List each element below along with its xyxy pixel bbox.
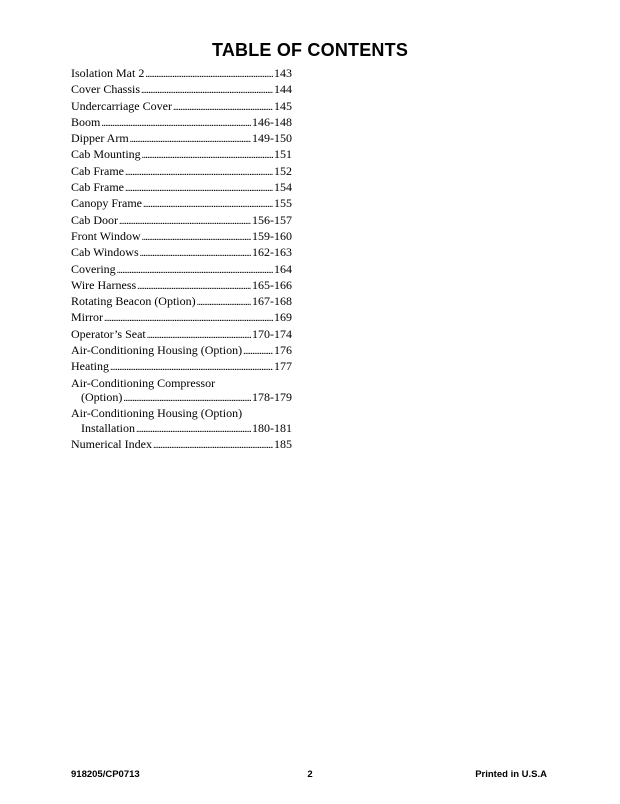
toc-entry-page: 143 [274, 66, 292, 80]
toc-entry-page: 149-150 [252, 131, 292, 146]
toc-entry[interactable] [71, 164, 292, 180]
toc-entry-page: 177 [274, 359, 292, 374]
toc-entry-page: 185 [274, 436, 292, 451]
dot-leader [125, 180, 273, 196]
toc-entry-label: Front Window [71, 228, 141, 243]
dot-leader [104, 310, 273, 326]
toc-entry-page: 164 [274, 261, 292, 276]
toc-entry-label: Dipper Arm [71, 131, 129, 146]
toc-entry[interactable] [71, 82, 292, 98]
toc-entry-continuation[interactable] [71, 390, 292, 406]
toc-entry-label: Operator’s Seat [71, 326, 146, 341]
toc-entry[interactable] [71, 213, 292, 229]
toc-entry-label: Mirror [71, 310, 103, 325]
toc-entry-page: 145 [274, 98, 292, 113]
toc-entry-label: Canopy Frame [71, 196, 142, 211]
toc-entry-label-continued: Installation [81, 420, 135, 435]
toc-entry-heading[interactable] [71, 376, 292, 390]
dot-leader [117, 262, 273, 278]
toc-entry[interactable] [71, 66, 292, 82]
dot-leader [101, 115, 251, 131]
toc-entry-page: 159-160 [252, 228, 292, 243]
toc-entry-label-continued: (Option) [81, 389, 123, 404]
document-number: 918205/CP0713 [71, 769, 140, 780]
toc-entry[interactable] [71, 180, 292, 196]
dot-leader [119, 213, 251, 229]
dot-leader [145, 66, 273, 82]
toc-entry-page: 151 [274, 147, 292, 162]
toc-entry-label: Heating [71, 359, 109, 374]
toc-entry[interactable] [71, 229, 292, 245]
table-of-contents [71, 66, 292, 453]
toc-entry[interactable] [71, 327, 292, 343]
toc-entry-label: Undercarriage Cover [71, 98, 172, 113]
toc-entry[interactable] [71, 196, 292, 212]
toc-entry[interactable] [71, 359, 292, 375]
toc-entry-page: 152 [274, 163, 292, 178]
toc-entry[interactable] [71, 343, 292, 359]
dot-leader [136, 421, 251, 437]
toc-entry-page: 180-181 [252, 420, 292, 435]
toc-entry-label: Cab Frame [71, 163, 124, 178]
dot-leader [143, 196, 273, 212]
dot-leader [243, 343, 273, 359]
toc-entry-label: Cover Chassis [71, 82, 140, 97]
toc-entry-label: Isolation Mat 2 [71, 66, 145, 80]
toc-entry-page: 154 [274, 180, 292, 195]
toc-entry[interactable] [71, 278, 292, 294]
toc-entry-page: 169 [274, 310, 292, 325]
toc-entry[interactable] [71, 131, 292, 147]
toc-entry-page: 165-166 [252, 277, 292, 292]
dot-leader [173, 99, 273, 115]
dot-leader [130, 131, 251, 147]
toc-entry[interactable] [71, 99, 292, 115]
toc-entry-continuation[interactable] [71, 421, 292, 437]
toc-entry[interactable] [71, 147, 292, 163]
dot-leader [110, 359, 273, 375]
dot-leader [197, 294, 251, 310]
toc-entry-page: 178-179 [252, 389, 292, 404]
toc-entry[interactable] [71, 115, 292, 131]
toc-entry-label: Cab Mounting [71, 147, 141, 162]
toc-entry-page: 162-163 [252, 245, 292, 260]
toc-entry-page: 176 [274, 343, 292, 358]
printed-in-note: Printed in U.S.A [475, 769, 547, 780]
dot-leader [142, 229, 251, 245]
toc-entry-page: 144 [274, 82, 292, 97]
dot-leader [140, 245, 251, 261]
toc-entry-page: 155 [274, 196, 292, 211]
toc-entry-page: 167-168 [252, 294, 292, 309]
toc-entry-label: Cab Frame [71, 180, 124, 195]
dot-leader [147, 327, 251, 343]
toc-entry-label: Air-Conditioning Compressor [71, 375, 216, 390]
dot-leader [141, 82, 273, 98]
toc-entry-page: 146-148 [252, 114, 292, 129]
dot-leader [123, 390, 251, 406]
toc-entry-page: 170-174 [252, 326, 292, 341]
toc-entry-heading[interactable] [71, 406, 292, 420]
toc-entry-label: Air-Conditioning Housing (Option) [71, 343, 243, 358]
toc-entry-label: Boom [71, 114, 101, 129]
toc-entry-label: Covering [71, 261, 116, 276]
dot-leader [137, 278, 251, 294]
dot-leader [153, 437, 273, 453]
dot-leader [142, 147, 273, 163]
toc-entry-label: Numerical Index [71, 436, 152, 451]
dot-leader [125, 164, 273, 180]
toc-entry-label: Wire Harness [71, 277, 137, 292]
page-title: TABLE OF CONTENTS [211, 40, 409, 60]
toc-entry[interactable] [71, 262, 292, 278]
toc-entry-page: 156-157 [252, 212, 292, 227]
toc-entry[interactable] [71, 245, 292, 261]
toc-entry-label: Cab Windows [71, 245, 139, 260]
toc-entry-label: Rotating Beacon (Option) [71, 294, 196, 309]
toc-entry-label: Cab Door [71, 212, 118, 227]
toc-entry-label: Air-Conditioning Housing (Option) [71, 406, 243, 421]
toc-entry[interactable] [71, 437, 292, 453]
toc-entry[interactable] [71, 310, 292, 326]
toc-entry[interactable] [71, 294, 292, 310]
page-number: 2 [307, 769, 313, 780]
